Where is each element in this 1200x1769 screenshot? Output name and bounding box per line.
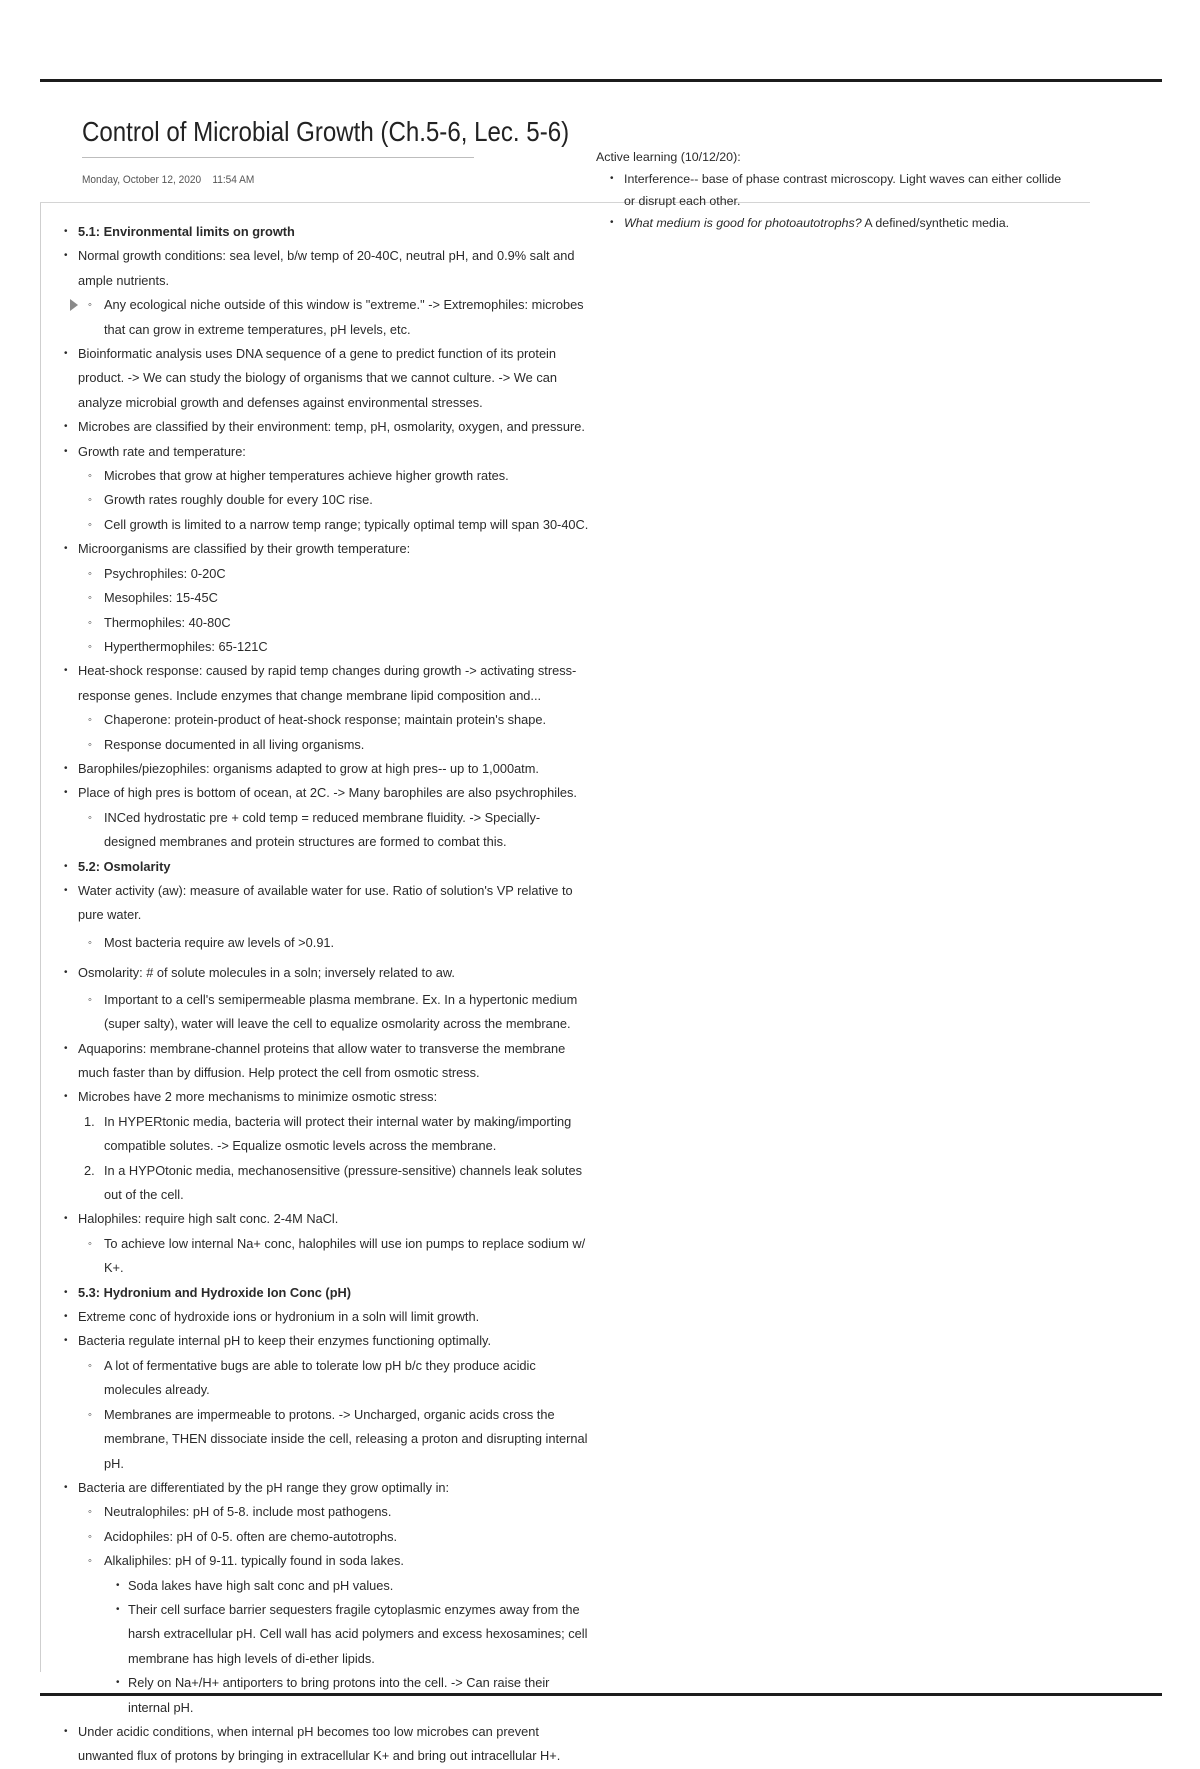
page-time-value: 11:54 AM	[212, 174, 255, 186]
note-line	[62, 806, 592, 855]
bullet-icon: ◦	[88, 1359, 92, 1372]
note-line	[62, 988, 592, 1037]
note-line	[62, 1037, 592, 1086]
bullet-icon: •	[64, 787, 68, 799]
bullet-icon: •	[64, 884, 68, 896]
bullet-icon: •	[64, 1091, 68, 1103]
note-line	[62, 1525, 592, 1549]
side-note-question: What medium is good for photoautotrophs?	[624, 216, 862, 230]
bullet-icon: •	[64, 762, 68, 774]
note-line	[62, 244, 592, 293]
bullet-icon: ◦	[88, 470, 92, 483]
page-date-value: Monday, October 12, 2020	[82, 174, 202, 186]
bullet-icon: •	[116, 1603, 120, 1615]
note-text: Important to a cell's semipermeable plasma membrane. Ex. In a hypertonic medium (super salty), water will leave the cell to equalize osmolarity across the membrane.	[104, 991, 578, 1032]
note-text: Hyperthermophiles: 65-121C	[104, 638, 268, 654]
note-text: Bacteria regulate internal pH to keep their enzymes functioning optimally.	[78, 1333, 492, 1349]
note-line	[62, 1085, 592, 1109]
section-heading	[62, 855, 592, 879]
note-line	[62, 562, 592, 586]
note-line	[62, 1232, 592, 1281]
note-line	[62, 879, 592, 928]
note-line	[62, 1110, 592, 1159]
section-heading	[62, 1281, 592, 1305]
note-text: Halophiles: require high salt conc. 2-4M NaCl.	[78, 1211, 339, 1227]
note-text: Bacteria are differentiated by the pH range they grow optimally in:	[78, 1479, 450, 1495]
note-line	[62, 733, 592, 757]
bullet-icon: ◦	[88, 299, 92, 312]
bullet-icon: •	[64, 1213, 68, 1225]
bullet-icon: •	[64, 250, 68, 262]
left-frame-line	[40, 202, 41, 1672]
side-note-container[interactable]	[596, 146, 1066, 234]
collapse-arrow-icon[interactable]	[70, 299, 78, 311]
bullet-icon: •	[116, 1677, 120, 1689]
bullet-icon: ◦	[88, 738, 92, 751]
list-number: 2.	[84, 1162, 95, 1178]
note-text: Most bacteria require aw levels of >0.91.	[104, 934, 335, 950]
note-line	[62, 342, 592, 415]
bullet-icon: •	[64, 1311, 68, 1323]
note-text: Bioinformatic analysis uses DNA sequence of a gene to predict function of its protein product. -> We can study the biology of organisms that we cannot culture. -> We can analyze microbial growth and defenses against environmental stresses.	[78, 346, 557, 410]
note-text: Growth rates roughly double for every 10C rise.	[104, 492, 373, 508]
bottom-rule	[40, 1693, 1162, 1696]
note-text: Neutralophiles: pH of 5-8. include most pathogens.	[104, 1504, 392, 1520]
bullet-icon: •	[116, 1579, 120, 1591]
note-text: In HYPERtonic media, bacteria will protect their internal water by making/importing compatible solutes. -> Equalize osmotic levels across the membrane.	[104, 1113, 572, 1154]
bullet-icon: ◦	[88, 811, 92, 824]
note-text: Soda lakes have high salt conc and pH values.	[128, 1577, 394, 1593]
note-line	[62, 1720, 592, 1769]
note-text: Any ecological niche outside of this window is "extreme." -> Extremophiles: microbes that can grow in extreme temperatures, pH levels, etc.	[104, 297, 584, 337]
bullet-icon: •	[64, 966, 68, 978]
note-line	[62, 635, 592, 659]
note-line	[62, 781, 592, 805]
note-line	[62, 1159, 592, 1208]
bullet-icon: •	[64, 348, 68, 360]
note-text: Thermophiles: 40-80C	[104, 614, 231, 630]
section-heading	[62, 220, 592, 244]
side-note-list	[596, 168, 1066, 234]
note-line	[62, 1305, 592, 1329]
bullet-icon: ◦	[88, 1506, 92, 1519]
note-line	[62, 537, 592, 561]
note-text: Aquaporins: membrane-channel proteins that allow water to transverse the membrane much faster than by diffusion. Help protect the cell from osmotic stress.	[78, 1040, 566, 1080]
bullet-icon: ◦	[88, 1555, 92, 1568]
note-line	[62, 1598, 592, 1671]
note-line	[62, 293, 592, 342]
note-line	[62, 928, 592, 958]
note-text: Psychrophiles: 0-20C	[104, 565, 226, 581]
note-line	[62, 415, 592, 439]
bullet-icon: ◦	[88, 993, 92, 1006]
note-line	[62, 958, 592, 988]
side-note-answer: A defined/synthetic media.	[861, 216, 1010, 230]
page-title: Control of Microbial Growth (Ch.5-6, Lec. 5-6)	[82, 116, 570, 147]
bullet-icon: •	[64, 1481, 68, 1493]
page-date	[82, 174, 254, 186]
title-underline	[82, 157, 474, 158]
note-text: Growth rate and temperature:	[78, 443, 246, 459]
bullet-icon: •	[64, 860, 68, 872]
bullet-icon: ◦	[88, 936, 92, 949]
note-line	[62, 1329, 592, 1353]
bullet-icon: ◦	[88, 714, 92, 727]
note-line	[62, 464, 592, 488]
note-line	[62, 659, 592, 708]
bullet-icon: •	[64, 1335, 68, 1347]
note-text: Mesophiles: 15-45C	[104, 590, 218, 606]
note-text: Alkaliphiles: pH of 9-11. typically found in soda lakes.	[104, 1553, 404, 1569]
note-text: Under acidic conditions, when internal pH becomes too low microbes can prevent unwanted flux of protons by bringing in extracellular K+ and bring out intracellular H+.	[78, 1723, 561, 1764]
note-text: Membranes are impermeable to protons. -> Uncharged, organic acids cross the membrane, THEN dissociate inside the cell, releasing a proton and disrupting internal pH.	[104, 1406, 588, 1471]
bullet-icon: •	[64, 665, 68, 677]
side-note-heading: Active learning (10/12/20):	[596, 150, 741, 164]
note-text: Heat-shock response: caused by rapid temp changes during growth -> activating stress-response genes. Include enzymes that change membrane lipid composition and...	[78, 663, 577, 703]
note-line	[62, 513, 592, 537]
bullet-icon: •	[64, 1725, 68, 1737]
bullet-icon: •	[64, 1042, 68, 1054]
note-text: 5.3: Hydronium and Hydroxide Ion Conc (pH)	[78, 1284, 352, 1300]
note-line	[62, 440, 592, 464]
note-text: Chaperone: protein-product of heat-shock response; maintain protein's shape.	[104, 712, 547, 728]
note-text: Osmolarity: # of solute molecules in a soln; inversely related to aw.	[78, 964, 455, 980]
note-line	[62, 708, 592, 732]
bullet-icon: ◦	[88, 616, 92, 629]
note-text: Microbes have 2 more mechanisms to minimize osmotic stress:	[78, 1089, 438, 1105]
note-text: Microbes that grow at higher temperatures achieve higher growth rates.	[104, 468, 509, 484]
note-text: Water activity (aw): measure of available water for use. Ratio of solution's VP relative to pure water.	[78, 882, 573, 923]
bullet-icon: ◦	[88, 1530, 92, 1543]
bullet-icon: •	[64, 445, 68, 457]
note-text: Response documented in all living organisms.	[104, 736, 365, 752]
note-line	[62, 1574, 592, 1598]
note-line	[62, 1500, 592, 1524]
list-number: 1.	[84, 1113, 95, 1129]
note-text: Extreme conc of hydroxide ions or hydronium in a soln will limit growth.	[78, 1309, 480, 1325]
note-text: Cell growth is limited to a narrow temp range; typically optimal temp will span 30-40C.	[104, 516, 589, 532]
bullet-icon: •	[64, 421, 68, 433]
side-note-item	[624, 212, 1066, 234]
side-note-item: • Interference-- base of phase contrast microscopy. Light waves can either collide or disrupt each other.	[624, 168, 1066, 212]
note-text: Rely on Na+/H+ antiporters to bring protons into the cell. -> Can raise their internal pH.	[128, 1675, 550, 1715]
bullet-icon: ◦	[88, 518, 92, 531]
note-line	[62, 757, 592, 781]
note-line	[62, 586, 592, 610]
note-text: Normal growth conditions: sea level, b/w temp of 20-40C, neutral pH, and 0.9% salt and ample nutrients.	[78, 248, 575, 288]
note-text: To achieve low internal Na+ conc, halophiles will use ion pumps to replace sodium w/ K+.	[104, 1235, 586, 1276]
note-text: In a HYPOtonic media, mechanosensitive (pressure-sensitive) channels leak solutes out of the cell.	[104, 1162, 582, 1203]
bullet-icon: •	[64, 226, 68, 237]
note-text: 5.2: Osmolarity	[78, 858, 171, 874]
note-text: Microbes are classified by their environment: temp, pH, osmolarity, oxygen, and pressure.	[78, 419, 585, 435]
bullet-icon: ◦	[88, 640, 92, 653]
bullet-icon: •	[64, 543, 68, 555]
note-line	[62, 1549, 592, 1573]
bullet-icon: ◦	[88, 592, 92, 605]
note-text: Their cell surface barrier sequesters fragile cytoplasmic enzymes away from the harsh extracellular pH. Cell wall has acid polymers and excess hexosamines; cell membrane has high levels of di-ether lipids.	[128, 1601, 588, 1666]
bullet-icon: ◦	[88, 1408, 92, 1421]
note-line	[62, 1207, 592, 1231]
note-line	[62, 488, 592, 512]
note-text: Microorganisms are classified by their growth temperature:	[78, 541, 411, 557]
note-body[interactable]	[62, 220, 592, 1769]
note-line	[62, 1354, 592, 1403]
bullet-icon: ◦	[88, 1237, 92, 1250]
bullet-icon: ◦	[88, 494, 92, 507]
note-line	[62, 1476, 592, 1500]
top-rule	[40, 79, 1162, 82]
note-text: 5.1: Environmental limits on growth	[78, 224, 295, 239]
bullet-icon: ◦	[88, 567, 92, 580]
note-text: Acidophiles: pH of 0-5. often are chemo-autotrophs.	[104, 1528, 398, 1544]
note-text: Place of high pres is bottom of ocean, at 2C. -> Many barophiles are also psychrophiles.	[78, 785, 577, 801]
note-line	[62, 611, 592, 635]
note-text: Barophiles/piezophiles: organisms adapted to grow at high pres-- up to 1,000atm.	[78, 760, 539, 776]
note-text: A lot of fermentative bugs are able to tolerate low pH b/c they produce acidic molecules already.	[104, 1357, 536, 1398]
note-line	[62, 1403, 592, 1476]
note-text: INCed hydrostatic pre + cold temp = reduced membrane fluidity. -> Specially-designed membranes and protein structures are formed to combat this.	[104, 809, 541, 850]
bullet-icon: •	[64, 1286, 68, 1298]
